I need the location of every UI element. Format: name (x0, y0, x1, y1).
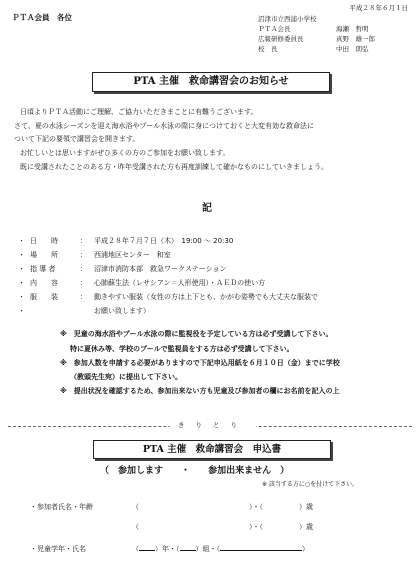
issue-date: 平成２８年６月１日 (349, 4, 408, 12)
school-name: 沼津市立西浦小学校 (258, 15, 317, 23)
note-line: 特に夏休み等、学校のプールで監視員をする方は必ず受講して下さい。 (70, 345, 294, 353)
note-line: ※ 提出状況を確認するため、参加出来ない方も児童及び参加者の欄にお名前を記入の上 (60, 387, 340, 395)
form-title: PTA 主催 救命講習会 申込書 (93, 440, 331, 459)
participant-label: ・参加者氏名・年齢 (30, 503, 93, 511)
age-unit: 歳 (306, 503, 313, 511)
signatory-name: 真野 雄一郎 (336, 35, 375, 43)
detail-value: 西浦地区センター 和室 (94, 251, 171, 259)
grade-input[interactable] (139, 550, 155, 551)
body-line: 日頃よりＰＴＡ活動にご理解、ご協力いただきまことに有難うございます。 (20, 108, 258, 116)
detail-label: 内 容 (30, 279, 58, 287)
grade-unit: 年 (162, 545, 169, 553)
class-input[interactable] (180, 550, 196, 551)
child-label: ・児童学年・氏名 (30, 545, 86, 553)
detail-date: ・ 日 時 ： 平成２８年７月７日（木） 19:00 〜 20:30 (18, 237, 234, 245)
signatory-committee-chair (258, 35, 375, 43)
absent-option[interactable]: 参加出来ません (208, 466, 272, 476)
detail-label: 指 導 者 (30, 265, 56, 273)
note-line: ※ 参加人数を申請する必要がありますので下記申込用紙を６月１０日（金）までに学校 (60, 359, 340, 367)
body-line: 既に受講されたことのある方・昨年受講された方も再度訓練して確かなものにしていきましょう。 (20, 163, 328, 171)
detail-value: お願い致します） (94, 307, 150, 315)
signatory-role: 広報研修委員長 (258, 35, 304, 43)
detail-instructor: ・ 指 導 者 ： 沼津市消防本部 救急ワークステーション (18, 265, 227, 273)
detail-attire: ・ 服 装 ： 動きやすい服装（女性の方は上下とも、かがむ姿勢でも大丈夫な服装で (18, 293, 318, 301)
detail-content: ・ 内 容 ： 心肺蘇生法（レサシアン＝人形使用）・ＡＥＤの使い方 (18, 279, 266, 287)
attend-option[interactable]: 参加します (118, 466, 164, 476)
signatory-principal (258, 45, 369, 53)
participant-row-1: （ ）・（ ）歳 (132, 503, 313, 511)
form-instruction: ※ 該当する方に○を付けて下さい。 (262, 481, 359, 488)
ki-heading: 記 (202, 203, 212, 214)
detail-place: ・ 場 所 ： 西浦地区センター 和室 (18, 251, 171, 259)
addressee: ＰＴＡ会員 各位 (12, 13, 72, 22)
body-line: お忙しいとは思いますがぜひ多くの方のご参加をお願い致します。 (20, 149, 230, 157)
signatory-pta-president (258, 25, 369, 33)
signatory-role: 校 長 (258, 45, 278, 53)
signatory-name: 中田 朗弘 (336, 45, 369, 53)
detail-value: 心肺蘇生法（レサシアン＝人形使用）・ＡＥＤの使い方 (94, 279, 266, 287)
body-line: さて、夏の水泳シーズンを迎え海水浴やプール水泳の際に身につけておくと大変有効な救命法に (14, 122, 315, 130)
detail-value: 動きやすい服装（女性の方は上下とも、かがむ姿勢でも大丈夫な服装で (94, 293, 318, 301)
attendance-choice: （ 参加します ・ 参加出来ません ） (100, 466, 290, 476)
note-line: （教頭先生宛）に提出して下さい。 (70, 373, 182, 381)
cut-label: きりとり (170, 421, 256, 429)
page-title: PTA 主催 救命講習会のお知らせ (92, 72, 330, 92)
detail-attire-cont: ・ お願い致します） (18, 307, 150, 315)
detail-label: 場 所 (30, 251, 58, 259)
detail-value: 平成２８年７月７日（木） 19:00 〜 20:30 (94, 237, 234, 245)
detail-value: 沼津市消防本部 救急ワークステーション (94, 265, 227, 273)
child-row: （ ）年・（ ）組・（ ） (132, 545, 309, 553)
age-unit: 歳 (306, 523, 313, 531)
detail-label: 服 装 (30, 293, 58, 301)
signatory-name: 海瀬 哲明 (336, 25, 369, 33)
note-line: ※ 児童の海水浴やプール水泳の際に監視役を予定している方は必ず受講して下さい。 (60, 330, 333, 338)
class-unit: 組 (202, 545, 210, 553)
detail-label: 日 時 (30, 237, 58, 245)
participant-row-2: （ ）・（ ）歳 (132, 523, 313, 531)
choice-separator: ・ (181, 466, 191, 476)
body-line: ついて下記の要領で講習会を開きます。 (14, 135, 140, 143)
signatory-role: ＰＴＡ会長 (258, 25, 291, 33)
child-name-input[interactable] (220, 550, 302, 551)
